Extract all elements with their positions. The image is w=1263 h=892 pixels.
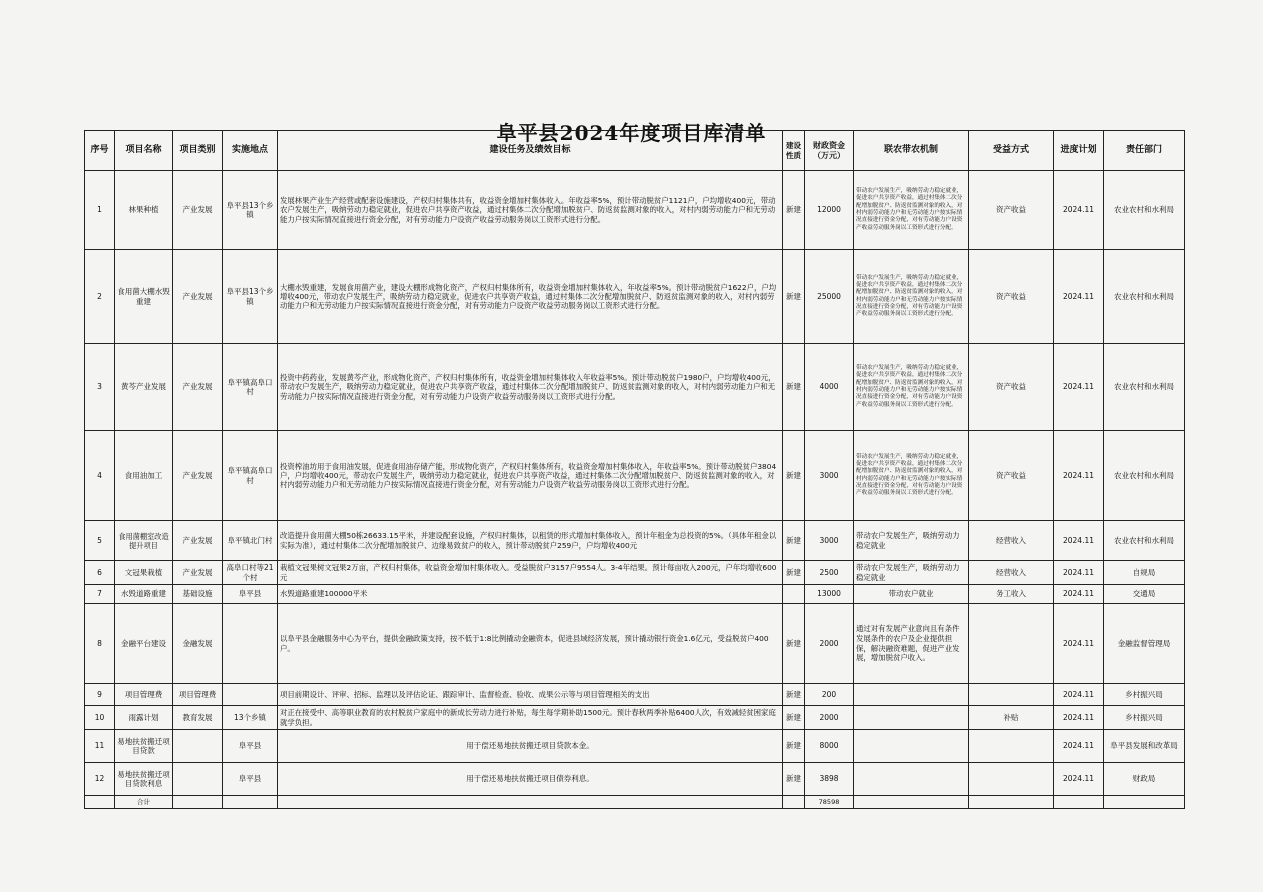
row-schedule: 2024.11 bbox=[1054, 431, 1104, 521]
project-table bbox=[84, 130, 1185, 809]
total-empty-cell bbox=[854, 796, 969, 809]
row-name: 食用菌大棚水毁重建 bbox=[115, 250, 173, 344]
row-category: 产业发展 bbox=[173, 171, 223, 250]
row-nature: 新建 bbox=[783, 763, 805, 796]
row-location: 高阜口村等21个村 bbox=[223, 561, 278, 585]
row-category: 产业发展 bbox=[173, 344, 223, 431]
row-benefit: 补贴 bbox=[969, 706, 1054, 730]
header-name: 项目名称 bbox=[115, 131, 173, 171]
row-benefit bbox=[969, 730, 1054, 763]
row-mechanism: 带动农户发展生产，吸纳劳动力稳定就业，促进农户共享资产收益，通过村集体二次分配增加脱贫户、防返贫监测对象的收入，对村内弱劳动能力户和无劳动能力户按实际情况直接进行资金分配，对有劳动能力户设资产收益劳动服务岗以工资形式进行分配。 bbox=[854, 344, 969, 431]
row-dept: 财政局 bbox=[1104, 763, 1185, 796]
row-schedule: 2024.11 bbox=[1054, 344, 1104, 431]
row-dept: 乡村振兴局 bbox=[1104, 706, 1185, 730]
row-task: 用于偿还易地扶贫搬迁项目债券利息。 bbox=[278, 763, 783, 796]
row-category: 产业发展 bbox=[173, 521, 223, 561]
header-schedule: 进度计划 bbox=[1054, 131, 1104, 171]
row-no: 11 bbox=[85, 730, 115, 763]
row-funds: 8000 bbox=[805, 730, 854, 763]
row-benefit bbox=[969, 763, 1054, 796]
row-funds: 3000 bbox=[805, 431, 854, 521]
row-schedule: 2024.11 bbox=[1054, 763, 1104, 796]
total-label: 合计 bbox=[115, 796, 173, 809]
row-name: 项目管理费 bbox=[115, 684, 173, 706]
row-funds: 3000 bbox=[805, 521, 854, 561]
row-dept: 农业农村和水利局 bbox=[1104, 344, 1185, 431]
table-row bbox=[85, 171, 1185, 250]
row-funds: 2000 bbox=[805, 706, 854, 730]
row-funds: 3898 bbox=[805, 763, 854, 796]
row-dept: 金融监督管理局 bbox=[1104, 604, 1185, 684]
header-nature: 建设性质 bbox=[783, 131, 805, 171]
table-row bbox=[85, 763, 1185, 796]
total-empty-cell bbox=[1054, 796, 1104, 809]
row-nature: 新建 bbox=[783, 344, 805, 431]
row-category: 产业发展 bbox=[173, 250, 223, 344]
row-nature: 新建 bbox=[783, 604, 805, 684]
table-row bbox=[85, 684, 1185, 706]
row-benefit: 经营收入 bbox=[969, 521, 1054, 561]
row-nature: 新建 bbox=[783, 706, 805, 730]
row-name: 水毁道路重建 bbox=[115, 585, 173, 604]
row-benefit: 务工收入 bbox=[969, 585, 1054, 604]
table-header-row bbox=[85, 131, 1185, 171]
total-spacer bbox=[85, 796, 115, 809]
row-mechanism: 带动农户发展生产，吸纳劳动力稳定就业，促进农户共享资产收益，通过村集体二次分配增加脱贫户、防返贫监测对象的收入，对村内弱劳动能力户和无劳动能力户按实际情况直接进行资金分配，对有劳动能力户设资产收益劳动服务岗以工资形式进行分配。 bbox=[854, 431, 969, 521]
table-row bbox=[85, 561, 1185, 585]
row-benefit: 资产收益 bbox=[969, 171, 1054, 250]
row-dept: 交通局 bbox=[1104, 585, 1185, 604]
row-task: 投资中药药业，发展黄芩产业，形成物化资产，产权归村集体所有，收益资金增加村集体收入年收益率5%。预计带动脱贫户1980户，户均增收400元，带动农户发展生产，吸纳劳动力稳定就业，促进农户共享资产收益，通过村集体二次分配增加脱贫户、防返贫监测对象的收入，对村内弱劳动能力户和无劳动能力户按实际情况直接进行资金分配，对有劳动能力户设资产收益劳动服务岗以工资形式进行分配。 bbox=[278, 344, 783, 431]
row-location: 阜平县 bbox=[223, 763, 278, 796]
row-task: 对正在接受中、高等职业教育的农村脱贫户家庭中的新成长劳动力进行补贴，每生每学期补助1500元。预计春秋两季补贴6400人次，有效减轻贫困家庭就学负担。 bbox=[278, 706, 783, 730]
header-dept: 责任部门 bbox=[1104, 131, 1185, 171]
row-location: 阜平县13个乡镇 bbox=[223, 250, 278, 344]
row-task: 以阜平县金融服务中心为平台，提供金融政策支持，按不低于1:8比例撬动金融资本，促进县域经济发展，预计撬动银行资金1.6亿元，受益脱贫户400户。 bbox=[278, 604, 783, 684]
row-dept: 阜平县发展和改革局 bbox=[1104, 730, 1185, 763]
row-schedule: 2024.11 bbox=[1054, 521, 1104, 561]
header-funds: 财政资金（万元） bbox=[805, 131, 854, 171]
row-task: 水毁道路重建100000平米 bbox=[278, 585, 783, 604]
row-dept: 农业农村和水利局 bbox=[1104, 250, 1185, 344]
row-mechanism bbox=[854, 684, 969, 706]
row-no: 12 bbox=[85, 763, 115, 796]
row-dept: 农业农村和水利局 bbox=[1104, 431, 1185, 521]
row-nature: 新建 bbox=[783, 521, 805, 561]
row-task: 栽植文冠果树文冠果2万亩，产权归村集体，收益资金增加村集体收入。受益脱贫户3157户9554人。3-4年结果。预计每亩收入200元，户年均增收600元 bbox=[278, 561, 783, 585]
row-nature: 新建 bbox=[783, 684, 805, 706]
row-nature: 新建 bbox=[783, 250, 805, 344]
row-dept: 农业农村和水利局 bbox=[1104, 521, 1185, 561]
row-category: 基础设施 bbox=[173, 585, 223, 604]
row-no: 8 bbox=[85, 604, 115, 684]
row-no: 4 bbox=[85, 431, 115, 521]
row-benefit: 资产收益 bbox=[969, 344, 1054, 431]
table-row bbox=[85, 706, 1185, 730]
row-schedule: 2024.11 bbox=[1054, 585, 1104, 604]
total-row bbox=[85, 796, 1185, 809]
total-empty-cell bbox=[1104, 796, 1185, 809]
row-no: 6 bbox=[85, 561, 115, 585]
row-task: 投资榨油坊用于食用油发展，促进食用油存储产能，形成物化资产，产权归村集体所有，收益资金增加村集体收入，年收益率5%。预计带动脱贫户3804户，户均增收400元，带动农户发展生产，吸纳劳动力稳定就业，促进农户共享资产收益，通过村集体二次分配增加脱贫户、防返贫监测对象的收入，对村内弱劳动能力户和无劳动能力户按实际情况直接进行资金分配，对有劳动能力户设资产收益劳动服务岗以工资形式进行分配。 bbox=[278, 431, 783, 521]
row-location: 阜平县 bbox=[223, 585, 278, 604]
table-row bbox=[85, 585, 1185, 604]
row-no: 1 bbox=[85, 171, 115, 250]
row-name: 林果种植 bbox=[115, 171, 173, 250]
total-empty-cell bbox=[969, 796, 1054, 809]
row-location bbox=[223, 684, 278, 706]
row-name: 文冠果栽植 bbox=[115, 561, 173, 585]
table-row bbox=[85, 344, 1185, 431]
row-benefit: 资产收益 bbox=[969, 250, 1054, 344]
row-task: 用于偿还易地扶贫搬迁项目贷款本金。 bbox=[278, 730, 783, 763]
row-mechanism: 带动农户发展生产，吸纳劳动力稳定就业 bbox=[854, 521, 969, 561]
header-benefit: 受益方式 bbox=[969, 131, 1054, 171]
row-nature: 新建 bbox=[783, 431, 805, 521]
row-nature: 新建 bbox=[783, 171, 805, 250]
row-no: 3 bbox=[85, 344, 115, 431]
row-category: 产业发展 bbox=[173, 431, 223, 521]
row-nature: 新建 bbox=[783, 561, 805, 585]
row-mechanism: 带动农户发展生产，吸纳劳动力稳定就业，促进农户共享资产收益，通过村集体二次分配增加脱贫户、防返贫监测对象的收入，对村内弱劳动能力户和无劳动能力户按实际情况直接进行资金分配，对有劳动能力户设资产收益劳动服务岗以工资形式进行分配。 bbox=[854, 171, 969, 250]
table-row bbox=[85, 521, 1185, 561]
row-benefit: 资产收益 bbox=[969, 431, 1054, 521]
row-mechanism: 带动农户发展生产，吸纳劳动力稳定就业 bbox=[854, 561, 969, 585]
row-funds: 4000 bbox=[805, 344, 854, 431]
row-funds: 25000 bbox=[805, 250, 854, 344]
row-schedule: 2024.11 bbox=[1054, 561, 1104, 585]
row-category: 金融发展 bbox=[173, 604, 223, 684]
row-benefit bbox=[969, 684, 1054, 706]
row-category bbox=[173, 763, 223, 796]
row-no: 2 bbox=[85, 250, 115, 344]
page-title: 阜平县2024年度项目库清单 bbox=[496, 121, 767, 145]
row-no: 7 bbox=[85, 585, 115, 604]
row-funds: 13000 bbox=[805, 585, 854, 604]
row-name: 雨露计划 bbox=[115, 706, 173, 730]
header-mechanism: 联农带农机制 bbox=[854, 131, 969, 171]
row-category: 项目管理费 bbox=[173, 684, 223, 706]
row-location: 阜平镇北门村 bbox=[223, 521, 278, 561]
row-dept: 乡村振兴局 bbox=[1104, 684, 1185, 706]
row-schedule: 2024.11 bbox=[1054, 730, 1104, 763]
row-task: 改造提升食用菌大棚50栋26633.15平米，并建设配套设施，产权归村集体，以租赁的形式增加村集体收入，预计年租金为总投资的5%。（具体年租金以实际为准），通过村集体二次分配增加脱贫户、边缘易致贫户的收入，预计带动脱贫户259户，户均增收400元 bbox=[278, 521, 783, 561]
header-task: 建设任务及绩效目标 bbox=[278, 131, 783, 171]
row-task: 发展林果产业生产经营或配套设施建设，产权归村集体共有，收益资金增加村集体收入。年收益率5%，预计带动脱贫户1121户，户均增收400元，带动农户发展生产，吸纳劳动力稳定就业，促进农户共享资产收益，通过村集体二次分配增加脱贫户、防返贫监测对象的收入，对村内弱劳动能力户和无劳动能力户按实际情况直接进行资金分配，对有劳动能力户设资产收益劳动服务岗以工资形式进行分配。 bbox=[278, 171, 783, 250]
table-row bbox=[85, 250, 1185, 344]
row-name: 金融平台建设 bbox=[115, 604, 173, 684]
table-row bbox=[85, 730, 1185, 763]
row-location bbox=[223, 604, 278, 684]
total-empty-cell bbox=[173, 796, 223, 809]
row-mechanism: 带动农户发展生产，吸纳劳动力稳定就业，促进农户共享资产收益，通过村集体二次分配增加脱贫户、防返贫监测对象的收入，对村内弱劳动能力户和无劳动能力户按实际情况直接进行资金分配，对有劳动能力户设资产收益劳动服务岗以工资形式进行分配。 bbox=[854, 250, 969, 344]
total-empty-cell bbox=[278, 796, 783, 809]
row-schedule: 2024.11 bbox=[1054, 171, 1104, 250]
row-name: 易地扶贫搬迁项目贷款利息 bbox=[115, 763, 173, 796]
row-benefit: 经营收入 bbox=[969, 561, 1054, 585]
row-benefit bbox=[969, 604, 1054, 684]
row-location: 阜平县13个乡镇 bbox=[223, 171, 278, 250]
header-no: 序号 bbox=[85, 131, 115, 171]
row-location: 阜平镇高阜口村 bbox=[223, 344, 278, 431]
row-location: 阜平镇高阜口村 bbox=[223, 431, 278, 521]
row-dept: 自规局 bbox=[1104, 561, 1185, 585]
row-mechanism: 带动农户就业 bbox=[854, 585, 969, 604]
row-task: 大棚水毁重建，发展食用菌产业，建设大棚形成物化资产，产权归村集体所有，收益资金增加村集体收入，年收益率5%。预计带动脱贫户1622户，户均增收400元，带动农户发展生产，吸纳劳动力稳定就业，促进农户共享资产收益，通过村集体二次分配增加脱贫户、防返贫监测对象的收入，对村内弱劳动能力户和无劳动能力户按实际情况直接进行资金分配，对有劳动能力户设资产收益劳动服务岗以工资形式进行分配。 bbox=[278, 250, 783, 344]
row-nature bbox=[783, 585, 805, 604]
row-name: 食用油加工 bbox=[115, 431, 173, 521]
header-location: 实施地点 bbox=[223, 131, 278, 171]
row-nature: 新建 bbox=[783, 730, 805, 763]
row-schedule: 2024.11 bbox=[1054, 684, 1104, 706]
total-funds: 78598 bbox=[805, 796, 854, 809]
row-name: 食用菌棚室改造提升项目 bbox=[115, 521, 173, 561]
row-name: 易地扶贫搬迁项目贷款 bbox=[115, 730, 173, 763]
row-mechanism bbox=[854, 730, 969, 763]
row-name: 黄芩产业发展 bbox=[115, 344, 173, 431]
table-row bbox=[85, 431, 1185, 521]
row-mechanism bbox=[854, 706, 969, 730]
row-mechanism: 通过对有发展产业意向且有条件发展条件的农户及企业提供担保，解决融资难题，促进产业发展，增加脱贫户收入。 bbox=[854, 604, 969, 684]
row-funds: 2500 bbox=[805, 561, 854, 585]
row-schedule: 2024.11 bbox=[1054, 604, 1104, 684]
table-row bbox=[85, 604, 1185, 684]
row-schedule: 2024.11 bbox=[1054, 250, 1104, 344]
row-funds: 12000 bbox=[805, 171, 854, 250]
row-dept: 农业农村和水利局 bbox=[1104, 171, 1185, 250]
row-no: 10 bbox=[85, 706, 115, 730]
row-mechanism bbox=[854, 763, 969, 796]
row-category bbox=[173, 730, 223, 763]
row-funds: 2000 bbox=[805, 604, 854, 684]
row-funds: 200 bbox=[805, 684, 854, 706]
header-category: 项目类别 bbox=[173, 131, 223, 171]
row-no: 5 bbox=[85, 521, 115, 561]
row-category: 产业发展 bbox=[173, 561, 223, 585]
row-schedule: 2024.11 bbox=[1054, 706, 1104, 730]
row-category: 教育发展 bbox=[173, 706, 223, 730]
total-empty-cell bbox=[783, 796, 805, 809]
total-empty-cell bbox=[223, 796, 278, 809]
row-task: 项目前期设计、评审、招标、监理以及评估论证、跟踪审计、监督检查、验收、成果公示等与项目管理相关的支出 bbox=[278, 684, 783, 706]
row-location: 13个乡镇 bbox=[223, 706, 278, 730]
row-no: 9 bbox=[85, 684, 115, 706]
row-location: 阜平县 bbox=[223, 730, 278, 763]
